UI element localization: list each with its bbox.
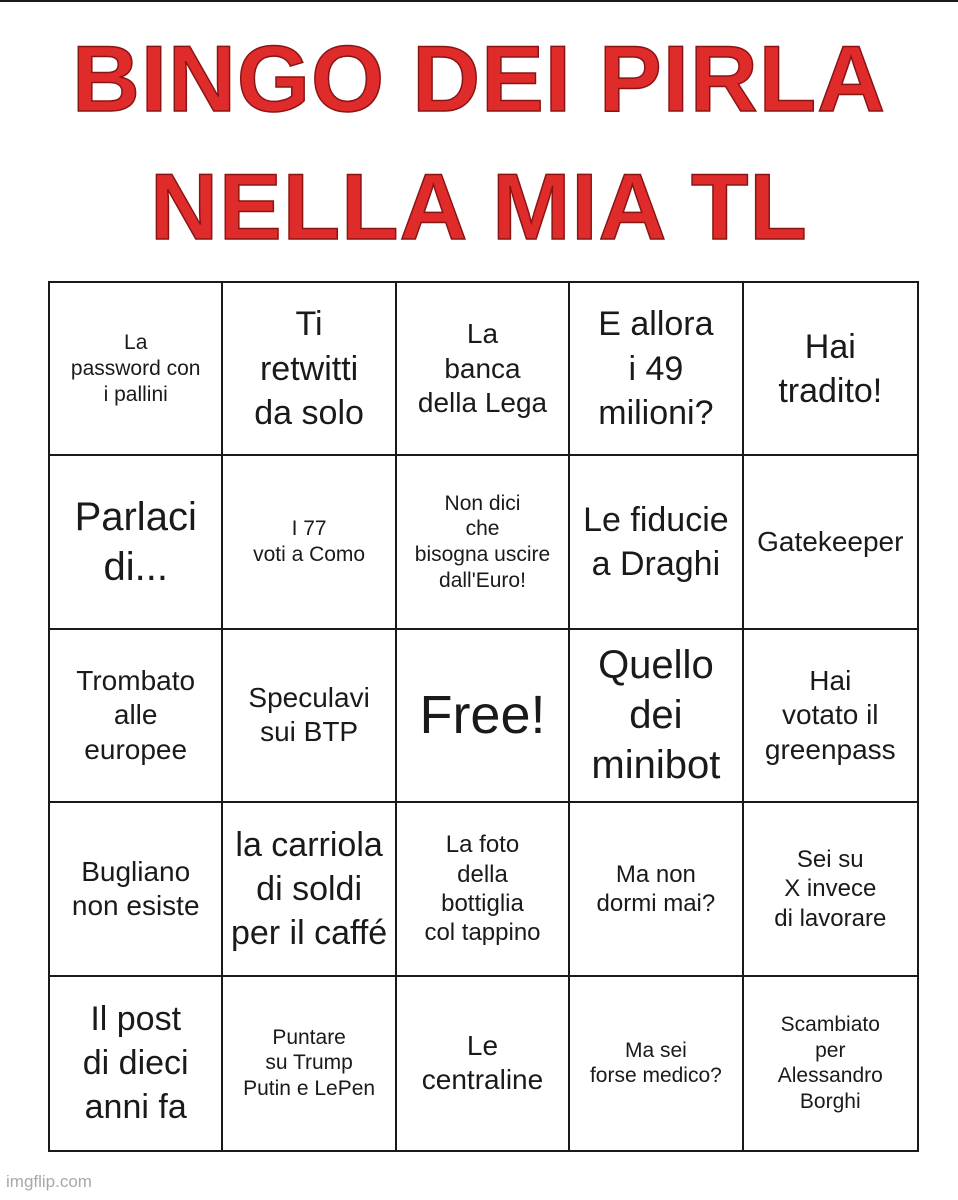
bingo-cell-free bbox=[397, 630, 570, 803]
bingo-grid bbox=[48, 281, 919, 1152]
bingo-cell bbox=[744, 630, 917, 803]
bingo-cell bbox=[570, 630, 743, 803]
cell-text: Ti retwitti da solo bbox=[254, 305, 364, 432]
cell-text: Hai votato il greenpass bbox=[764, 665, 896, 765]
top-divider bbox=[0, 0, 958, 2]
cell-text: I 77 voti a Como bbox=[253, 517, 366, 567]
bingo-cell bbox=[50, 630, 223, 803]
bingo-cell bbox=[744, 456, 917, 629]
imgflip-watermark: imgflip.com bbox=[6, 1172, 92, 1191]
bingo-cell bbox=[397, 456, 570, 629]
cell-text: Trombato alle europee bbox=[76, 665, 196, 765]
cell-text: Il post di dieci anni fa bbox=[82, 1000, 189, 1127]
bingo-cell bbox=[570, 803, 743, 976]
bingo-cell bbox=[744, 977, 917, 1150]
bingo-cell bbox=[50, 456, 223, 629]
cell-text: La foto della bottiglia col tappino bbox=[424, 831, 541, 947]
cell-text: Ma sei forse medico? bbox=[589, 1038, 722, 1088]
bingo-cell bbox=[570, 283, 743, 456]
bingo-cell bbox=[744, 283, 917, 456]
cell-text: Puntare su Trump Putin e LePen bbox=[243, 1025, 376, 1101]
cell-text: Le centraline bbox=[421, 1030, 544, 1096]
cell-text: Quello dei minibot bbox=[591, 643, 721, 788]
bingo-cell bbox=[50, 283, 223, 456]
bingo-cell bbox=[397, 283, 570, 456]
cell-text: la carriola di soldi per il caffé bbox=[230, 825, 388, 952]
cell-text: La banca della Lega bbox=[417, 318, 548, 418]
cell-text: Ma non dormi mai? bbox=[596, 860, 716, 917]
title-line-2: NELLA MIA TL bbox=[150, 154, 808, 259]
bingo-cell bbox=[223, 803, 396, 976]
bingo-cell bbox=[744, 803, 917, 976]
title-line-1: BINGO DEI PIRLA bbox=[71, 26, 887, 131]
bingo-cell bbox=[50, 977, 223, 1150]
cell-text: E allora i 49 milioni? bbox=[598, 305, 714, 432]
bingo-cell bbox=[223, 977, 396, 1150]
bingo-cell bbox=[397, 977, 570, 1150]
cell-text: Hai tradito! bbox=[778, 327, 883, 410]
cell-text: Scambiato per Alessandro Borghi bbox=[777, 1013, 883, 1113]
bingo-cell bbox=[223, 630, 396, 803]
cell-text: Gatekeeper bbox=[757, 526, 904, 558]
cell-text: Sei su X invece di lavorare bbox=[774, 845, 887, 932]
bingo-cell bbox=[570, 977, 743, 1150]
bingo-cell bbox=[570, 456, 743, 629]
cell-text: Speculavi sui BTP bbox=[248, 682, 370, 748]
bingo-cell bbox=[223, 456, 396, 629]
bingo-cell bbox=[50, 803, 223, 976]
cell-text: La password con i pallini bbox=[70, 331, 201, 406]
bingo-cell bbox=[397, 803, 570, 976]
cell-text: Free! bbox=[419, 684, 546, 745]
cell-text: Parlaci di... bbox=[74, 495, 197, 590]
cell-text: Non dici che bisogna uscire dall'Euro! bbox=[414, 491, 551, 592]
cell-text: Bugliano non esiste bbox=[71, 855, 200, 921]
cell-text: Le fiducie a Draghi bbox=[583, 500, 729, 584]
bingo-cell bbox=[223, 283, 396, 456]
